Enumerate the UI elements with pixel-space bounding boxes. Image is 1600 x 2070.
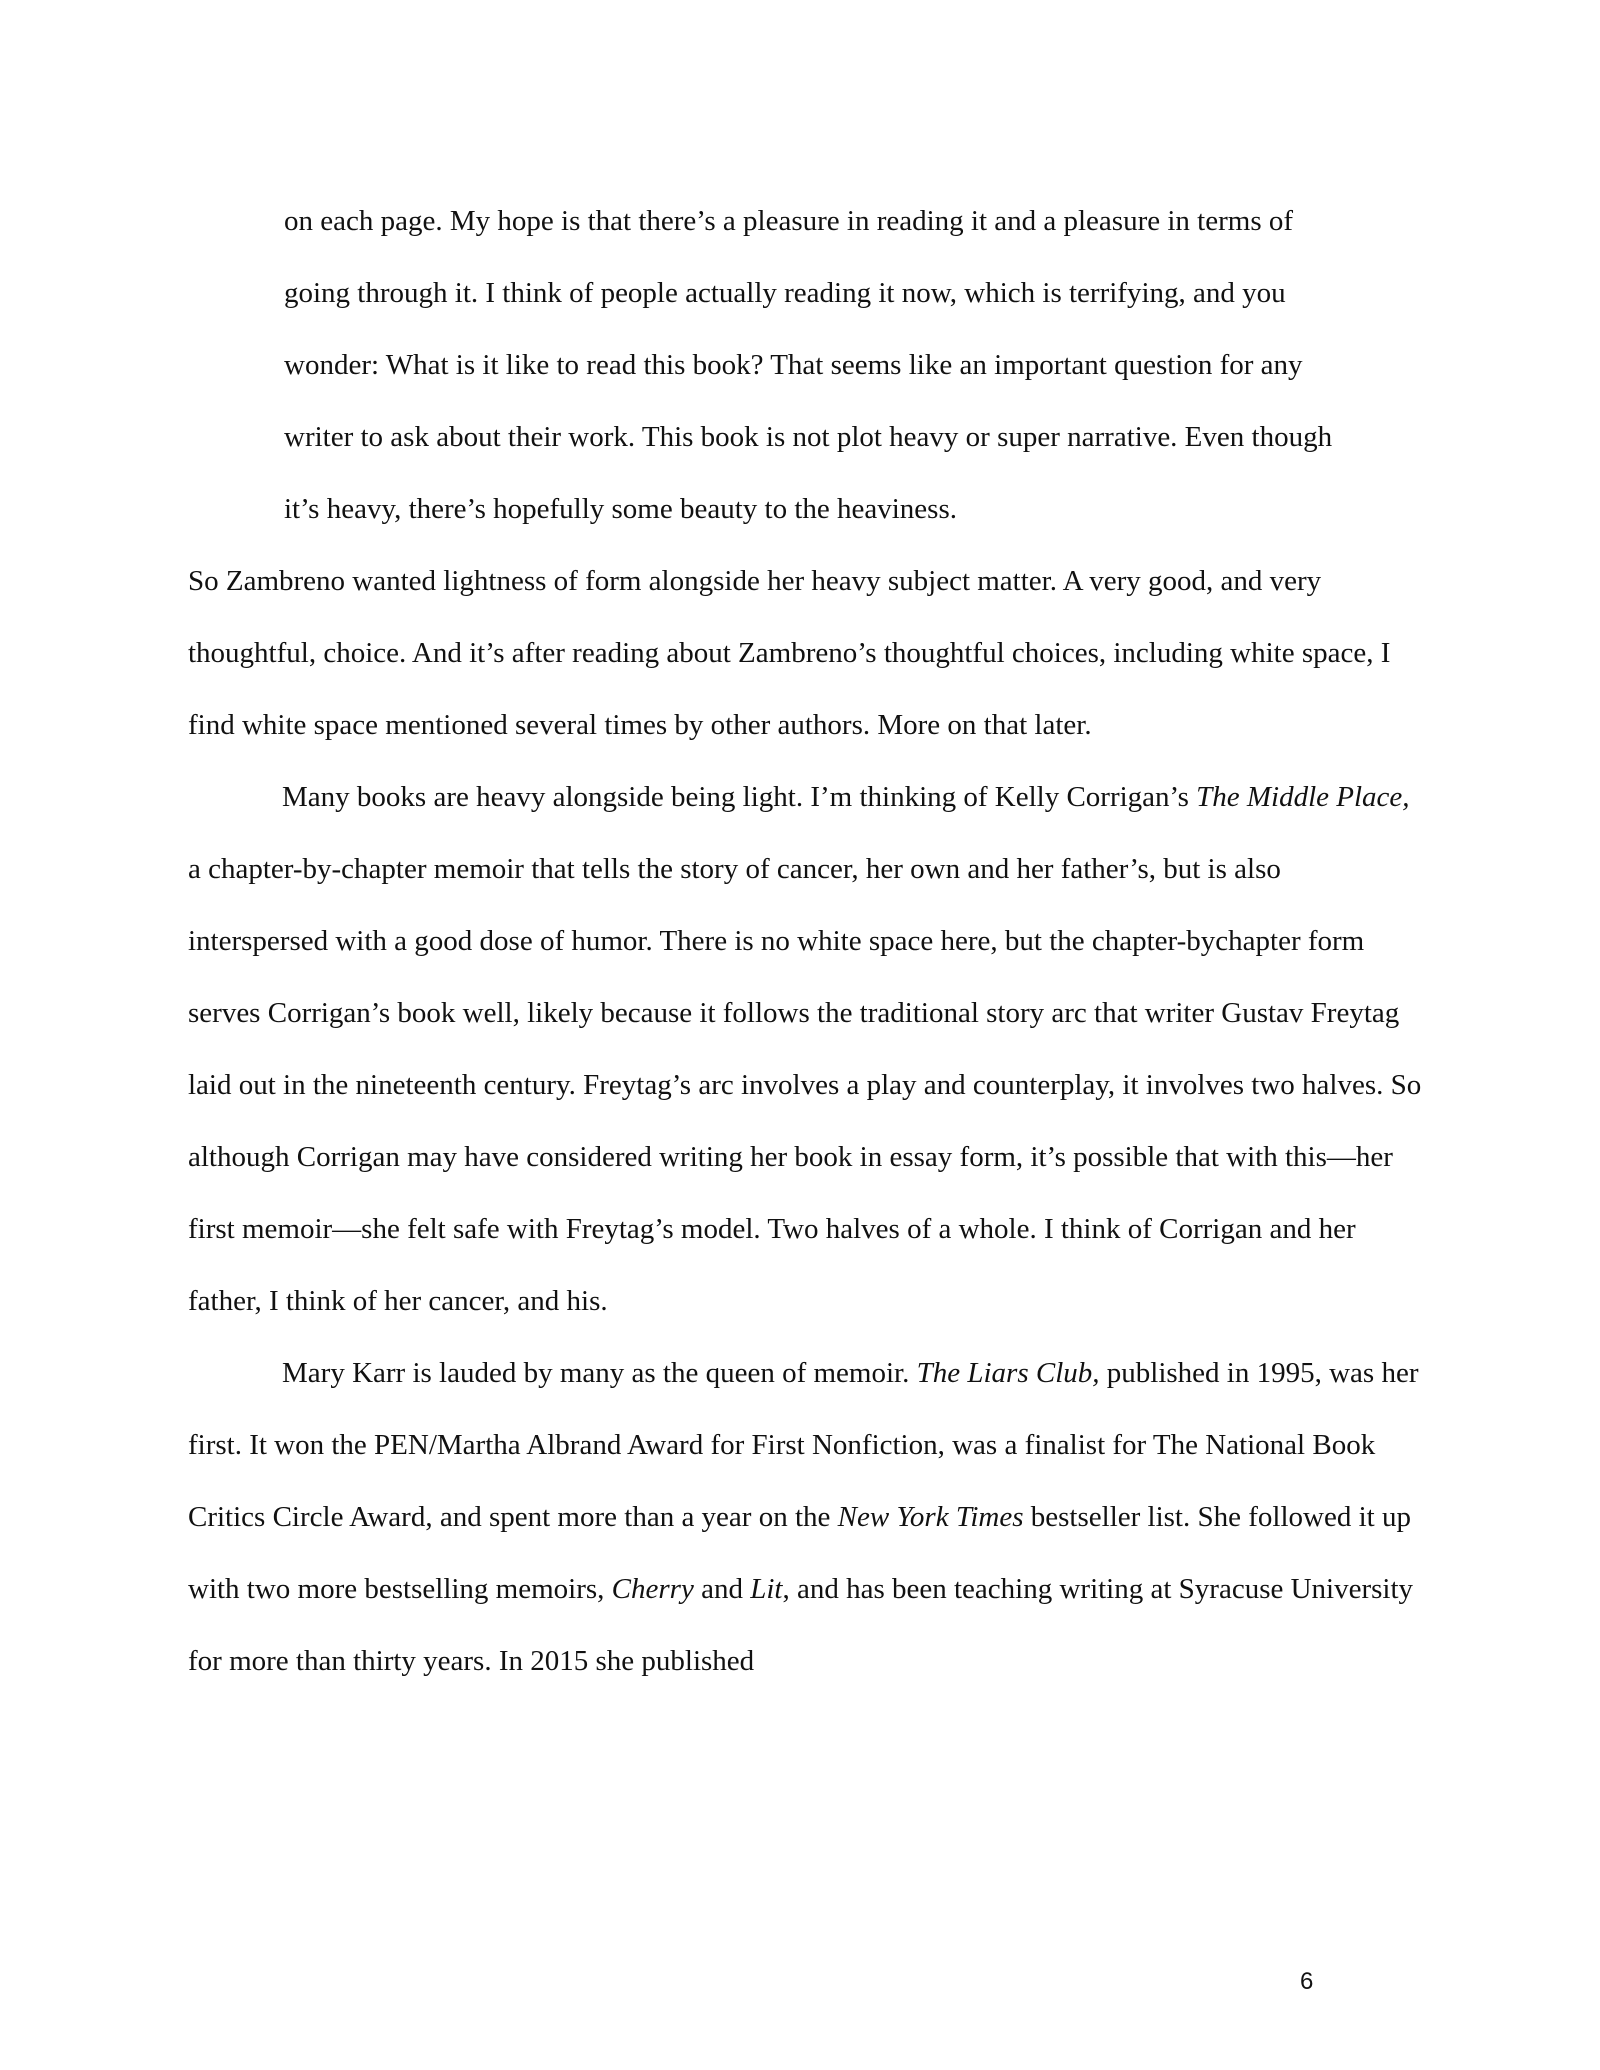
block-quote: on each page. My hope is that there’s a pleasure in reading it and a pleasure in terms of going through it. I think of people actually reading it now, which is terrifying, and you wonder: What is it like to read this book? That seems like an important question for any writer to ask about their work. This book is not plot heavy or super narrative. Even though it’s heavy, there’s hopefully some beauty to the heaviness.	[284, 205, 1333, 525]
publication-title-nyt: New York Times	[837, 1501, 1024, 1533]
paragraph-karr	[188, 1337, 1428, 1697]
paragraph-text: published in 1995, was her first. It won the PEN/Martha Albrand Award for First Nonfiction, was a finalist for The National Book Critics Circle Award, and spent more than a year on the	[188, 1357, 1419, 1533]
paragraph-text: , and has been teaching writing at Syracuse University for more than thirty years. In 2015 she published	[188, 1573, 1414, 1677]
book-title-lit: Lit	[750, 1573, 783, 1605]
page-number: 6	[1300, 1968, 1314, 1995]
paragraph-text: a chapter-by-chapter memoir that tells the story of cancer, her own and her father’s, but is also interspersed with a good dose of humor. There is no white space here, but the chapter-bychapter form serves Corrigan’s book well, likely because it follows the traditional story arc that writer Gustav Freytag laid out in the nineteenth century. Freytag’s arc involves a play and counterplay, it involves two halves. So although Corrigan may have considered writing her book in essay form, it’s possible that with this—her first memoir—she felt safe with Freytag’s model. Two halves of a whole. I think of Corrigan and her father, I think of her cancer, and his.	[188, 853, 1422, 1317]
paragraph-text: Many books are heavy alongside being light. I’m thinking of Kelly Corrigan’s	[282, 781, 1197, 813]
paragraph-corrigan	[188, 761, 1428, 1337]
paragraph-text: Mary Karr is lauded by many as the queen of memoir.	[282, 1357, 917, 1389]
book-title-liars-club: The Liars Club,	[916, 1357, 1100, 1389]
book-title-cherry: Cherry	[611, 1573, 694, 1605]
paragraph-text: and	[693, 1573, 751, 1605]
paragraph-zambreno: So Zambreno wanted lightness of form alongside her heavy subject matter. A very good, and very thoughtful, choice. And it’s after reading about Zambreno’s thoughtful choices, including white space, I find white space mentioned several times by other authors. More on that later.	[188, 565, 1391, 741]
book-title-middle-place: The Middle Place,	[1196, 781, 1410, 813]
paragraph-text: bestseller list. She followed it up with two more bestselling memoirs,	[188, 1501, 1411, 1605]
body-text	[188, 185, 1428, 1697]
